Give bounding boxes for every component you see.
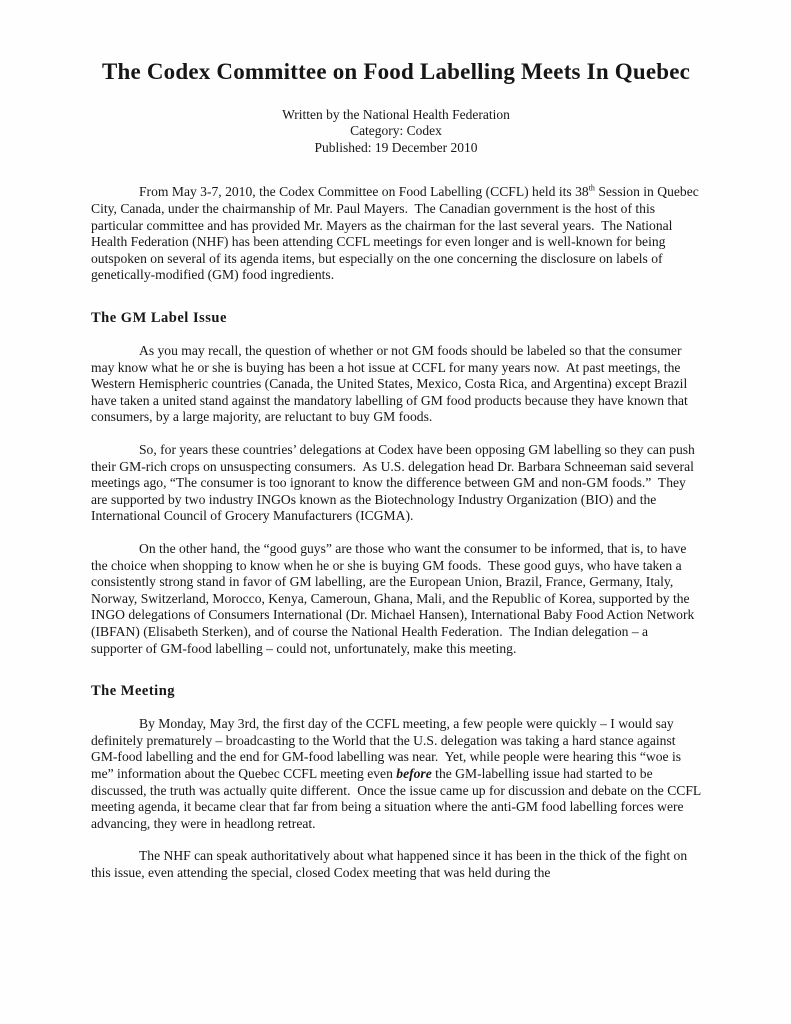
paragraph-meeting-2: The NHF can speak authoritatively about what happened since it has been in the thick of the fight on this issue, even attending the special, closed Codex meeting that was held during the (91, 848, 691, 880)
meeting-text-start: By Monday, May 3rd, the first day of the CCFL meeting, a few people were quickly – I would say definitely prematurely – broadcasting to the World that the U.S. delegation was taking a hard stance against GM-food labelling and the end for GM-food labelling was near. Yet, while people were hearing this “woe is me” information about the Quebec CCFL meeting even (91, 716, 685, 781)
byline: Written by the National Health Federation (282, 106, 510, 122)
published-line: Published: 19 December 2010 (314, 139, 478, 155)
article-meta (91, 107, 701, 157)
paragraph-gm-1: As you may recall, the question of whether or not GM foods should be labeled so that the consumer may know what he or she is buying has been a hot issue at CCFL for many years now. At past meetings, the Western Hemispheric countries (Canada, the United States, Mexico, Costa Rica, and Argentina) except Brazil have taken a united stand against the mandatory labelling of GM food products because they have known that consumers, by a large majority, are reluctant to buy GM foods. (91, 343, 692, 425)
paragraph-intro (91, 184, 701, 284)
page-title: The Codex Committee on Food Labelling Meets In Quebec (101, 59, 691, 84)
section-heading-the-meeting: The Meeting (91, 683, 176, 700)
ordinal-suffix: th (588, 183, 595, 193)
intro-text-start: From May 3-7, 2010, the Codex Committee on Food Labelling (CCFL) held its 38 (139, 184, 589, 200)
meeting-text-rest: the GM-labelling issue had started to be discussed, the truth was actually quite different. Once the issue came up for discussion and debate on the CCFL meeting agenda, it became clear that far from being a situation where the anti-GM food labelling forces were advancing, they were in headlong retreat. (91, 765, 705, 831)
section-heading-gm-label-issue: The GM Label Issue (91, 310, 227, 327)
paragraph-gm-2: So, for years these countries’ delegations at Codex have been opposing GM labelling so they can push their GM-rich crops on unsuspecting consumers. As U.S. delegation head Dr. Barbara Schneeman said several meetings ago, “The consumer is too ignorant to know the difference between GM and non-GM foods.” They are supported by two industry INGOs known as the Biotechnology Industry Organization (BIO) and the International Council of Grocery Manufacturers (ICGMA). (91, 442, 699, 524)
paragraph-gm-3: On the other hand, the “good guys” are those who want the consumer to be informed, that is, to have the choice when shopping to know when he or she is buying GM foods. These good guys, who have taken a consistently strong stand in favor of GM labelling, are the European Union, Brazil, France, Germany, Italy, Norway, Switzerland, Morocco, Kenya, Cameroun, Ghana, Mali, and the Republic of Korea, supported by the INGO delegations of Consumers International (Dr. Michael Hansen), International Baby Food Action Network (IBFAN) (Elisabeth Sterken), and of course the National Health Federation. The Indian delegation – a supporter of GM-food labelling – could not, unfortunately, make this meeting. (91, 540, 698, 656)
intro-text-rest: Session in Quebec City, Canada, under the chairmanship of Mr. Paul Mayers. The Canadian government is the host of this particular committee and has provided Mr. Mayers as the chairman for the last several years. The National Health Federation (NHF) has been attending CCFL meetings for even longer and is well-known for being outspoken on several of its agenda items, but especially on the one concerning the disclosure on labels of genetically-modified (GM) food ingredients. (91, 184, 703, 283)
article-body (91, 183, 705, 881)
category-line: Category: Codex (350, 123, 442, 139)
paragraph-meeting-1 (91, 716, 705, 832)
emphasis-before: before (396, 765, 432, 781)
